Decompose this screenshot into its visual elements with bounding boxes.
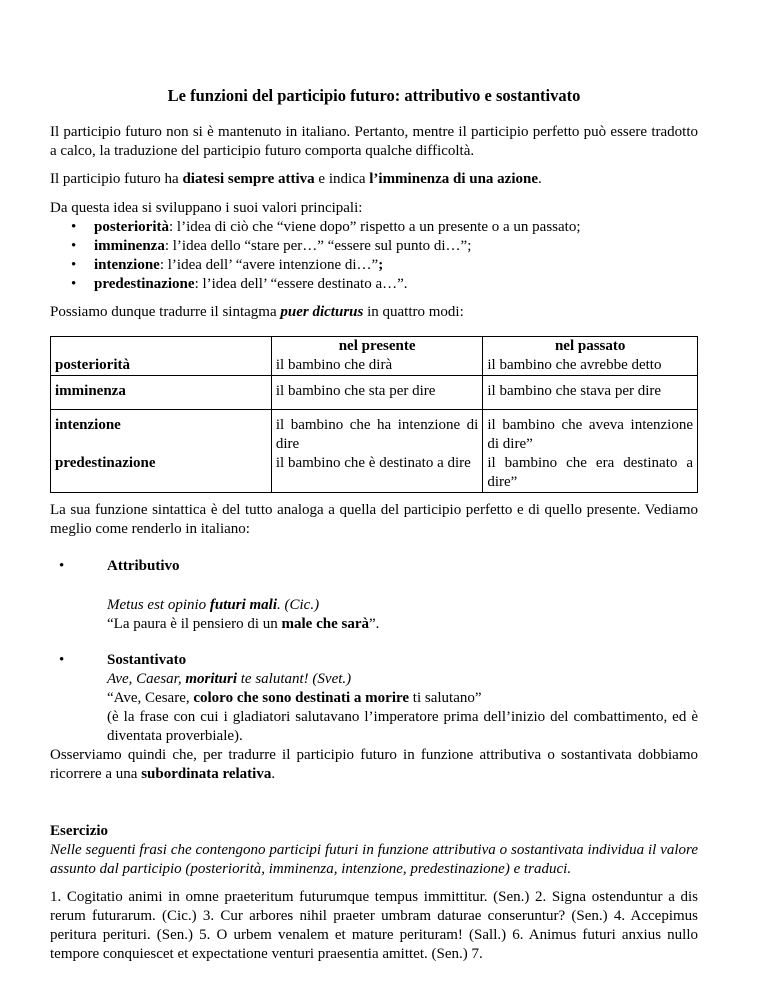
osserviamo-text: Osserviamo quindi che, per tradurre il participio futuro in funzione attributiva o sostantivata dobbiamo ricorrere a una [50,747,698,782]
esercizio-sentences: 1. Cogitatio animi in omne praeteritum futurumque tempus immittitur. (Sen.) 2. Signa ostenduntur a dis rerum futurarum. (Cic.) 3. Cur arbores nihil praeter umbram daturae conseruntur? (Sen.) 4. Accepimus peritura perituri. (Sen.) 5. O urbem venalem et mature perituram! (Sall.) 6. Animus futuri anxius nullo tempore conquiescet et expectatione venturi praesentia amittet. (Sen.) 7. [50,889,698,962]
sostantivato-heading: • Sostantivato [50,651,698,670]
table-row [51,337,698,376]
sostantivato-translation [50,689,698,708]
intro-bold-diatesi: diatesi sempre attiva [182,171,315,187]
latin-text: Metus est opinio [107,597,210,613]
header-past: nel passato [554,338,626,354]
intro-text: Il participio futuro ha [50,171,183,187]
attributivo-heading: • Attributivo [50,557,698,576]
cell-past: il bambino che aveva intenzione di dire” [487,417,693,452]
value-term: predestinazione [94,276,195,292]
value-desc: : l’idea dello “stare per…” “essere sul punto di…”; [164,238,472,254]
values-block [50,199,698,294]
intro-paragraph-2 [50,170,698,189]
modi-text: in quattro modi: [363,304,464,320]
intro-bold-imminenza: l’imminenza di una azione [369,171,538,187]
value-term: intenzione [94,257,160,273]
value-item [50,256,698,275]
row-label: posteriorità [55,357,130,373]
intro-paragraph-1: Il participio futuro non si è mantenuto in italiano. Pertanto, mentre il participio perfetto può essere tradotto a calco, la traduzione del participio futuro comporta qualche difficoltà. [50,124,698,159]
modi-sentence [50,303,698,322]
value-item [50,275,698,294]
sostantivato-latin [50,670,698,689]
translation-text: “Ave, Cesare, [107,690,194,706]
esercizio-instructions: Nelle seguenti frasi che contengono participi futuri in funzione attributiva o sostantivata individua il valore assunto dal participio (posteriorità, imminenza, intenzione, predestinazione) e traduci. [50,842,698,877]
attributivo-translation [50,615,698,634]
modi-text: Possiamo dunque tradurre il sintagma [50,304,281,320]
cell-past: il bambino che avrebbe detto [487,357,662,373]
latin-text: . (Cic.) [277,597,320,613]
page-title: Le funzioni del participio futuro: attributivo e sostantivato [167,86,581,105]
table-cell: il bambino che stava per dire [483,376,698,410]
values-list [50,218,698,294]
value-desc: : l’idea dell’ “avere intenzione di…” [159,257,379,273]
translation-text: “La paura è il pensiero di un [107,616,282,632]
table-cell-label [51,410,272,493]
intro-text: e indica [314,171,370,187]
translation-text: ”. [369,616,380,632]
value-term: imminenza [94,238,165,254]
osserviamo-bold: subordinata relativa [141,766,272,782]
cell-past: il bambino che era destinato a dire” [487,455,693,490]
values-intro: Da questa idea si sviluppano i suoi valori principali: [50,200,363,216]
table-row [51,410,698,493]
sostantivato-section [50,651,698,746]
attributivo-latin [50,596,698,615]
osserviamo-paragraph [50,746,698,784]
modi-phrase: puer dicturus [280,304,364,320]
intro-text: . [538,171,542,187]
table-cell: il bambino che sta per dire [271,376,482,410]
sintattica-paragraph: La sua funzione sintattica è del tutto analoga a quella del participio perfetto e di quello presente. Vediamo meglio come renderlo in italiano: [50,502,698,537]
table-row [51,376,698,410]
attributivo-section [50,557,698,634]
latin-text: Ave, Caesar, [107,671,186,687]
table-cell-label [51,376,272,410]
value-desc: : l’idea di ciò che “viene dopo” rispetto a un presente o a un passato; [168,219,581,235]
table-cell [483,410,698,493]
value-term: posteriorità [94,219,169,235]
header-present: nel presente [338,338,416,354]
translation-text: ti salutano” [409,690,482,706]
table-cell-label [51,337,272,376]
value-item [50,218,698,237]
table-cell [483,337,698,376]
cell-present: il bambino che ha intenzione di dire [275,417,479,452]
row-label: imminenza [55,383,126,399]
row-label: predestinazione [55,455,156,471]
value-item [50,237,698,256]
cell-present: il bambino che dirà [275,357,393,373]
esercizio-heading: Esercizio [50,823,109,839]
translation-bold: male che sarà [281,616,369,632]
value-desc: : l’idea dell’ “essere destinato a…”. [194,276,408,292]
translation-bold: coloro che sono destinati a morire [193,690,410,706]
table-cell [271,410,482,493]
table-cell [271,337,482,376]
latin-text: te salutant! (Svet.) [237,671,352,687]
latin-bold: morituri [185,671,238,687]
sostantivato-note: (è la frase con cui i gladiatori salutavano l’imperatore prima dell’inizio del combattimento, ed è diventata proverbiale). [107,709,698,744]
row-label: intenzione [55,417,121,433]
value-tail: ; [378,257,384,273]
translation-table [50,336,698,493]
latin-bold: futuri mali [209,597,278,613]
cell-present: il bambino che è destinato a dire [275,455,471,471]
osserviamo-text: . [271,766,276,782]
